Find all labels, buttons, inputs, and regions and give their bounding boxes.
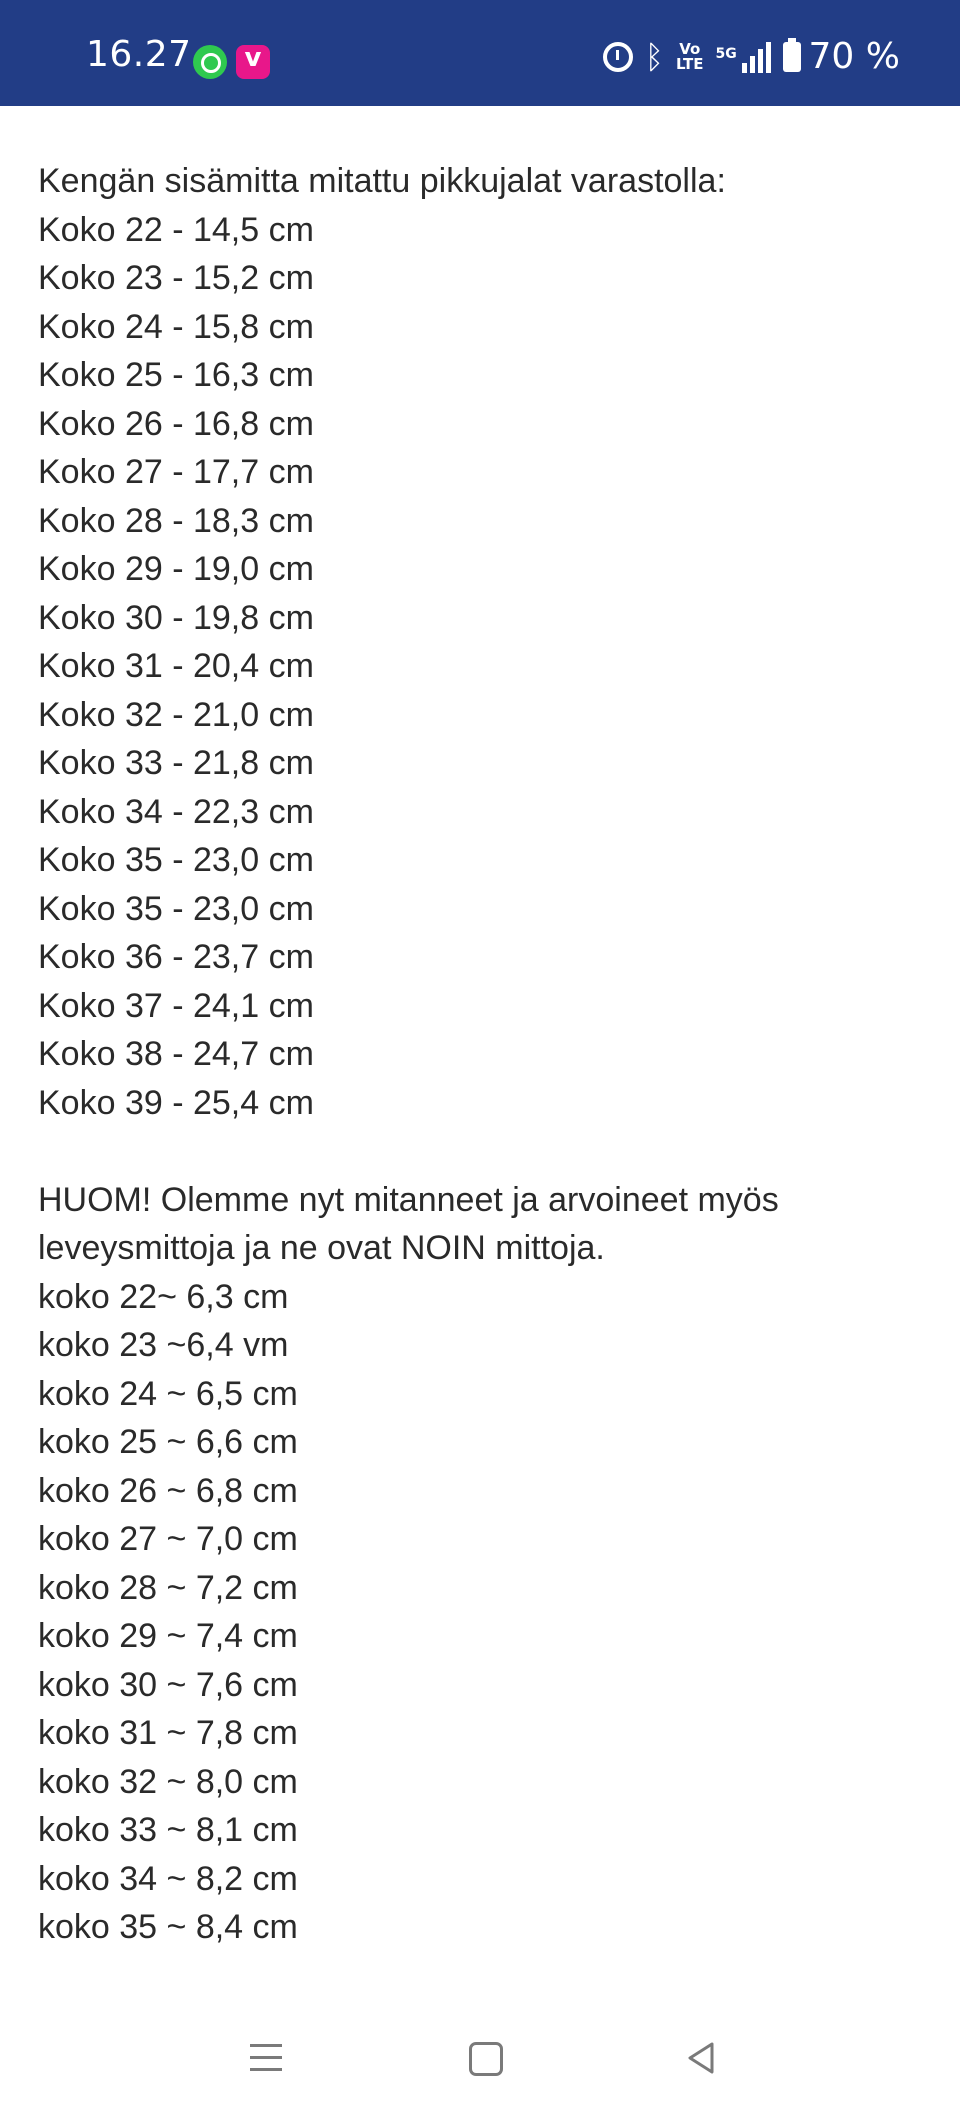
vinted-icon	[236, 45, 270, 79]
inner-length-title: Kengän sisämitta mitattu pikkujalat varastolla:	[38, 162, 726, 200]
inner-length-item: Koko 37 - 24,1 cm	[38, 986, 314, 1025]
navigation-bar	[0, 2000, 960, 2114]
inner-length-item: Koko 39 - 25,4 cm	[38, 1083, 314, 1122]
inner-length-item: Koko 26 - 16,8 cm	[38, 404, 314, 443]
battery-icon	[783, 42, 801, 72]
volte-label-bottom: LTE	[675, 54, 704, 73]
width-item: koko 28 ~ 7,2 cm	[38, 1568, 298, 1607]
width-item: koko 31 ~ 7,8 cm	[38, 1714, 298, 1752]
width-item: koko 35 ~ 8,4 cm	[38, 1908, 298, 1946]
width-item: koko 26 ~ 6,8 cm	[38, 1471, 298, 1510]
width-item: koko 25 ~ 6,6 cm	[38, 1423, 298, 1461]
listing-description	[38, 60, 918, 1952]
inner-length-item: Koko 29 - 19,0 cm	[38, 550, 314, 588]
spacer	[38, 1127, 918, 1176]
signal-icon	[716, 41, 771, 73]
width-item: koko 22~ 6,3 cm	[38, 1277, 289, 1316]
width-item: koko 29 ~ 7,4 cm	[38, 1617, 298, 1655]
inner-length-list	[38, 206, 918, 1128]
inner-length-item: Koko 35 - 23,0 cm	[38, 841, 314, 879]
width-item: koko 30 ~ 7,6 cm	[38, 1665, 298, 1704]
inner-length-item: Koko 32 - 21,0 cm	[38, 695, 314, 734]
status-bar	[0, 0, 960, 106]
inner-length-item: Koko 31 - 20,4 cm	[38, 647, 314, 685]
width-list	[38, 1273, 918, 1952]
whatsapp-icon	[193, 45, 227, 79]
width-item: koko 34 ~ 8,2 cm	[38, 1859, 298, 1898]
inner-length-item: Koko 34 - 22,3 cm	[38, 792, 314, 831]
width-note-line: leveysmittoja ja ne ovat NOIN mittoja.	[38, 1229, 605, 1267]
width-note-line: HUOM! Olemme nyt mitanneet ja arvoineet myös	[38, 1180, 779, 1219]
battery-percent: 70 %	[808, 36, 900, 77]
volte-label-top: Vo	[679, 39, 701, 58]
width-item: koko 33 ~ 8,1 cm	[38, 1811, 298, 1849]
inner-length-item: Koko 36 - 23,7 cm	[38, 938, 314, 976]
width-item: koko 24 ~ 6,5 cm	[38, 1374, 298, 1413]
spacer	[38, 109, 918, 158]
status-icons	[603, 36, 900, 77]
volte-icon	[675, 39, 704, 73]
inner-length-item: Koko 23 - 15,2 cm	[38, 259, 314, 297]
network-type: 5G	[715, 45, 737, 62]
width-item: koko 27 ~ 7,0 cm	[38, 1520, 298, 1558]
inner-length-item: Koko 27 - 17,7 cm	[38, 453, 314, 491]
inner-length-item: Koko 35 - 23,0 cm	[38, 889, 314, 928]
inner-length-item: Koko 38 - 24,7 cm	[38, 1035, 314, 1073]
inner-length-item: Koko 24 - 15,8 cm	[38, 307, 314, 346]
recent-apps-icon[interactable]	[246, 2038, 286, 2078]
inner-length-item: Koko 28 - 18,3 cm	[38, 501, 314, 540]
inner-length-item: Koko 25 - 16,3 cm	[38, 356, 314, 394]
home-icon[interactable]	[465, 2038, 505, 2078]
width-item: koko 23 ~6,4 vm	[38, 1326, 289, 1364]
bluetooth-icon: ᛒ	[644, 37, 664, 76]
status-time: 16.27	[86, 34, 192, 75]
inner-length-item: Koko 30 - 19,8 cm	[38, 598, 314, 637]
width-item: koko 32 ~ 8,0 cm	[38, 1762, 298, 1801]
back-icon[interactable]	[682, 2038, 722, 2078]
inner-length-item: Koko 33 - 21,8 cm	[38, 744, 314, 782]
alarm-icon	[603, 42, 633, 72]
inner-length-item: Koko 22 - 14,5 cm	[38, 210, 314, 249]
